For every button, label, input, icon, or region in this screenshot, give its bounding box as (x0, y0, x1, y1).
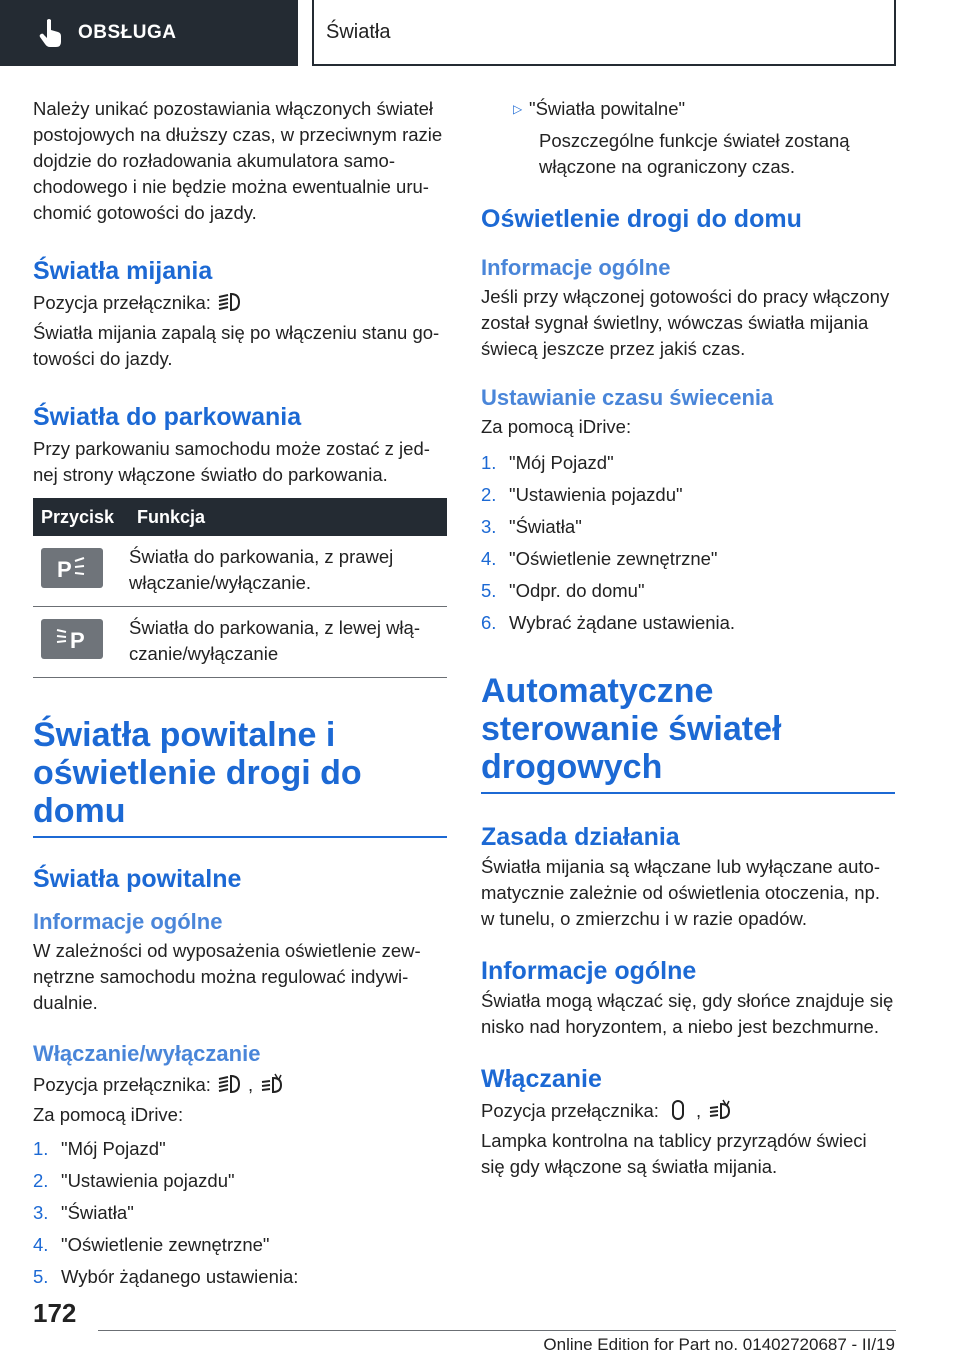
welcome-lights-subheading: Światła powitalne (33, 865, 242, 893)
home-steps-list (481, 450, 895, 642)
parking-light-table (33, 498, 447, 678)
switch-position-label: Pozycja przełącznika: (33, 292, 211, 313)
low-beam-text: Światła mijania zapalą się po włączeniu stanu gotowości do jazdy. (33, 322, 440, 369)
low-beam-heading: Światła mijania (33, 257, 213, 285)
parking-text: Przy parkowaniu samochodu może zostać z jednej strony włączone światło do parkowania. (33, 438, 430, 485)
footer-divider (98, 1330, 896, 1331)
page-header (0, 0, 960, 66)
column-header-button: Przycisk (33, 498, 129, 536)
auto-switch-line (481, 1098, 895, 1124)
welcome-lights-title: Światła powitalne i oświetlenie drogi do domu (33, 716, 447, 838)
section-tab (0, 0, 298, 66)
idrive-label: Za pomocą iDrive: (481, 416, 632, 437)
switch-position-label: Pozycja przełącznika: (33, 1074, 211, 1095)
time-setting-heading: Ustawianie czasu świecenia (481, 385, 774, 410)
left-column (33, 96, 447, 1296)
principle-text: Światła mijania są włączane lub wyłączane automatycznie zależnie od oświetlenia otoczenia, np. w tunelu, o zmierzchu i w razie opadów. (481, 856, 881, 929)
auto-info-heading: Informacje ogólne (481, 957, 697, 985)
home-info-heading: Informacje ogólne (481, 255, 671, 280)
low-beam-icon (217, 291, 243, 313)
welcome-onoff-heading: Włączanie/wyłączanie (33, 1041, 261, 1066)
table-row (33, 536, 447, 607)
indicator-text: Lampka kontrolna na tablicy przyrządów świeci się gdy włączone są światła mijania. (481, 1130, 867, 1177)
svg-text:P: P (57, 557, 72, 580)
svg-text:P: P (70, 628, 85, 651)
list-item: 5. Wybór żądanego ustawienia: (33, 1266, 299, 1287)
welcome-option-item: ▷ "Światła powitalne" (481, 96, 895, 122)
table-cell-function: Światła do parkowania, z lewej włączanie/wyłączanie (129, 607, 447, 678)
triangle-bullet-icon: ▷ (513, 102, 523, 116)
welcome-option-desc: Poszczególne funkcje świateł zostaną włączone na ograniczony czas. (539, 130, 850, 177)
hand-pointer-icon (38, 18, 64, 48)
parking-light-right-icon (41, 548, 103, 588)
table-header-row (33, 498, 447, 536)
auto-light-icon (259, 1073, 285, 1095)
auto-light-icon (707, 1099, 733, 1121)
auto-headlight-title: Automatyczne sterowanie świateł drogowych (481, 672, 895, 794)
list-item: 1. "Mój Pojazd" (33, 1138, 166, 1159)
section-label: OBSŁUGA (78, 22, 177, 43)
list-item: 4. "Oświetlenie zewnętrzne" (33, 1234, 270, 1255)
auto-info-text: Światła mogą włączać się, gdy słońce znajduje się nisko nad horyzontem, a niebo jest bezchmurne. (481, 990, 894, 1037)
low-beam-icon (217, 1073, 243, 1095)
list-item: 2. "Ustawienia pojazdu" (33, 1170, 235, 1191)
welcome-switch-line (33, 1072, 447, 1098)
page-number: 172 (33, 1298, 77, 1328)
right-column (481, 96, 895, 1180)
list-item: 4. "Oświetlenie zewnętrzne" (481, 548, 718, 569)
principle-heading: Zasada działania (481, 823, 680, 851)
welcome-info-text: W zależności od wyposażenia oświetlenie zewnętrzne samochodu można regulować indywidualnie. (33, 940, 421, 1013)
edition-note: Online Edition for Part no. 01402720687 - II/19 (543, 1335, 895, 1354)
list-item: 2. "Ustawienia pojazdu" (481, 484, 683, 505)
low-beam-switch-line (33, 290, 447, 316)
list-item: 3. "Światła" (33, 1202, 134, 1223)
welcome-steps-list (33, 1136, 447, 1296)
off-position-icon (665, 1099, 691, 1121)
idrive-label: Za pomocą iDrive: (33, 1104, 184, 1125)
list-item: 1. "Mój Pojazd" (481, 452, 614, 473)
list-item: 3. "Światła" (481, 516, 582, 537)
switch-on-heading: Włączanie (481, 1065, 602, 1093)
chapter-title: Światła (312, 0, 896, 66)
home-info-text: Jeśli przy włączonej gotowości do pracy włączony został sygnał świetlny, wówczas światła mijania świecą jeszcze przez jakiś czas. (481, 286, 890, 359)
separator-comma: , (248, 1074, 254, 1095)
parking-light-left-icon (41, 619, 103, 659)
table-cell-function: Światła do parkowania, z prawej włączanie/wyłączanie. (129, 536, 447, 607)
switch-position-label: Pozycja przełącznika: (481, 1100, 659, 1121)
parking-heading: Światła do parkowania (33, 403, 302, 431)
list-item: 6. Wybrać żądane ustawienia. (481, 612, 736, 633)
list-item: 5. "Odpr. do domu" (481, 580, 645, 601)
column-header-function: Funkcja (129, 498, 447, 536)
welcome-info-heading: Informacje ogólne (33, 909, 223, 934)
table-row (33, 607, 447, 678)
home-lights-heading: Oświetlenie drogi do domu (481, 205, 802, 233)
intro-paragraph: Należy unikać pozostawiania włączonych świateł postojowych na dłuższy czas, w przeciwnym razie dojdzie do rozładowania akumulatora samochodowego i nie będzie można ewentualnie uruchomić gotowości do jazdy. (33, 98, 443, 223)
separator-comma: , (696, 1100, 702, 1121)
